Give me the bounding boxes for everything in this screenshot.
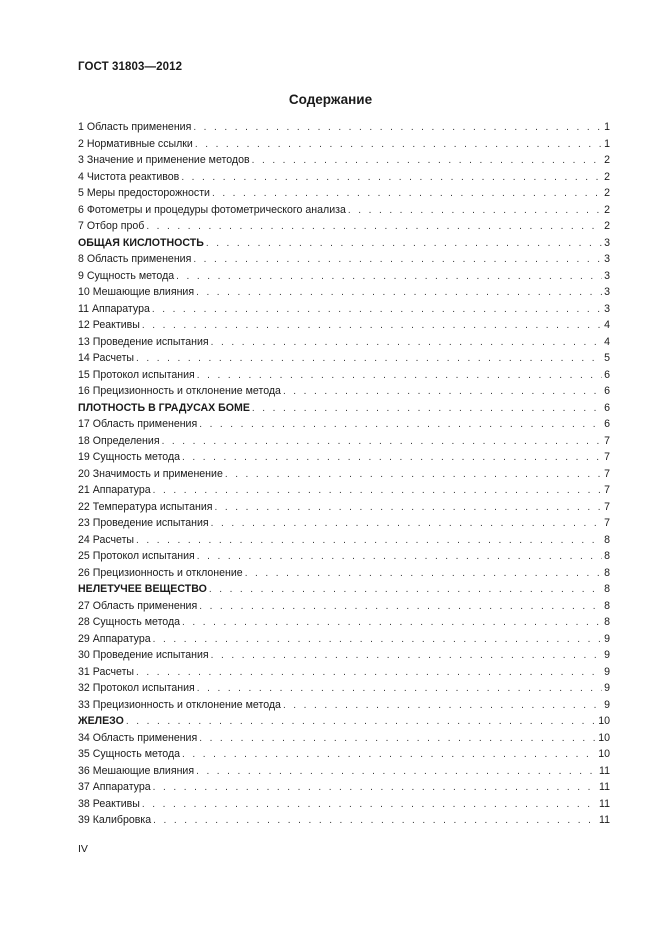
toc-dot-leader [153, 483, 602, 500]
toc-entry-label: 30 Проведение испытания [78, 649, 209, 661]
toc-entry[interactable] [78, 565, 610, 582]
table-of-contents [78, 119, 610, 829]
toc-entry[interactable] [78, 680, 610, 697]
toc-dot-leader [211, 335, 602, 352]
toc-entry-label: 3 Значение и применение методов [78, 154, 250, 166]
toc-entry-page: 11 [599, 781, 610, 793]
toc-dot-leader [176, 269, 602, 286]
toc-entry[interactable] [78, 763, 610, 780]
toc-entry-label: 24 Расчеты [78, 533, 135, 546]
toc-dot-leader [197, 549, 602, 566]
toc-dot-leader [182, 450, 602, 467]
toc-dot-leader [211, 648, 602, 665]
toc-entry-page: 9 [604, 649, 610, 661]
toc-dot-leader [197, 681, 602, 698]
toc-dot-leader [182, 615, 602, 632]
toc-entry[interactable] [78, 185, 610, 202]
toc-dot-leader [153, 632, 602, 649]
toc-entry[interactable] [78, 268, 610, 285]
toc-entry-page: 8 [604, 583, 610, 595]
toc-entry-page: 10 [598, 731, 610, 744]
toc-entry-page: 1 [604, 137, 610, 150]
toc-dot-leader [209, 582, 602, 599]
toc-entry[interactable] [78, 812, 610, 829]
toc-entry[interactable] [78, 202, 610, 219]
toc-entry-label: 6 Фотометры и процедуры фотометрического анализа [78, 203, 346, 216]
toc-entry-page: 9 [604, 698, 610, 711]
toc-entry[interactable] [78, 301, 610, 318]
toc-dot-leader [199, 731, 596, 748]
toc-entry-page: 11 [599, 764, 610, 777]
toc-dot-leader [212, 186, 602, 203]
toc-entry-page: 9 [604, 632, 610, 645]
toc-dot-leader [162, 434, 603, 451]
toc-entry-page: 9 [604, 665, 610, 678]
toc-entry[interactable] [78, 449, 610, 466]
toc-dot-leader [215, 500, 603, 517]
toc-entry-label: 14 Расчеты [78, 352, 135, 364]
toc-entry[interactable] [78, 779, 610, 796]
toc-entry-page: 2 [604, 203, 610, 216]
toc-entry-label: 34 Область применения [78, 731, 198, 744]
toc-dot-leader [196, 764, 597, 781]
toc-entry-page: 7 [604, 517, 610, 529]
toc-entry[interactable] [78, 334, 610, 351]
toc-entry-label: 19 Сущность метода [78, 451, 181, 463]
toc-entry-page: 2 [604, 220, 610, 232]
toc-entry-label: 7 Отбор проб [78, 220, 145, 232]
toc-entry-label: 33 Прецизионность и отклонение метода [78, 698, 281, 711]
toc-entry-page: 7 [604, 451, 610, 463]
toc-entry[interactable] [78, 499, 610, 516]
toc-entry-label: 13 Проведение испытания [78, 335, 209, 348]
toc-entry[interactable] [78, 598, 610, 615]
toc-entry-page: 6 [604, 385, 610, 397]
toc-entry-label: 39 Калибровка [78, 814, 152, 826]
toc-entry[interactable] [78, 169, 610, 186]
toc-entry-label: 35 Сущность метода [78, 748, 181, 760]
document-header: ГОСТ 31803—2012 [78, 61, 183, 73]
toc-dot-leader [199, 599, 602, 616]
toc-entry-page: 7 [604, 434, 610, 447]
toc-entry[interactable] [78, 466, 610, 483]
toc-dot-leader [136, 665, 602, 682]
toc-entry-page: 11 [599, 814, 610, 826]
toc-entry-page: 2 [604, 170, 610, 183]
toc-section-heading[interactable] [78, 581, 610, 598]
toc-entry-label: 31 Расчеты [78, 665, 135, 678]
toc-entry-label: 37 Аппаратура [78, 781, 151, 793]
toc-dot-leader [136, 351, 602, 368]
toc-entry-label: НЕЛЕТУЧЕЕ ВЕЩЕСТВО [78, 583, 207, 595]
toc-entry[interactable] [78, 433, 610, 450]
toc-entry[interactable] [78, 317, 610, 334]
toc-entry[interactable] [78, 152, 610, 169]
toc-dot-leader [206, 236, 602, 253]
toc-entry-label: 10 Мешающие влияния [78, 286, 195, 298]
toc-dot-leader [211, 516, 602, 533]
toc-dot-leader [225, 467, 602, 484]
toc-entry[interactable] [78, 697, 610, 714]
toc-entry-page: 2 [604, 187, 610, 199]
toc-entry-page: 3 [604, 236, 610, 249]
toc-entry[interactable] [78, 746, 610, 763]
toc-dot-leader [136, 533, 602, 550]
toc-dot-leader [193, 252, 602, 269]
toc-entry[interactable] [78, 796, 610, 813]
toc-section-heading[interactable] [78, 713, 610, 730]
toc-entry[interactable] [78, 532, 610, 549]
toc-entry-label: 18 Определения [78, 434, 160, 447]
toc-dot-leader [193, 120, 602, 137]
toc-entry-label: 38 Реактивы [78, 797, 140, 810]
toc-entry[interactable] [78, 367, 610, 384]
page-number: IV [78, 843, 88, 855]
toc-entry-label: 9 Сущность метода [78, 269, 175, 282]
toc-entry-label: ПЛОТНОСТЬ В ГРАДУСАХ БОМЕ [78, 401, 250, 414]
toc-entry[interactable] [78, 350, 610, 367]
toc-entry-page: 11 [599, 797, 610, 810]
toc-dot-leader [252, 401, 602, 418]
toc-entry-label: 12 Реактивы [78, 319, 140, 331]
toc-entry[interactable] [78, 515, 610, 532]
toc-dot-leader [196, 285, 602, 302]
toc-entry-label: 21 Аппаратура [78, 484, 151, 496]
toc-entry-page: 6 [604, 368, 610, 381]
toc-entry-page: 1 [604, 121, 610, 133]
toc-section-heading[interactable] [78, 235, 610, 252]
toc-entry-label: ЖЕЛЕЗО [78, 715, 124, 727]
toc-entry-label: 11 Аппаратура [78, 302, 150, 315]
toc-entry-page: 3 [604, 253, 610, 265]
toc-entry-label: 15 Протокол испытания [78, 368, 195, 381]
toc-entry[interactable] [78, 614, 610, 631]
toc-dot-leader [152, 302, 602, 319]
toc-entry-label: 26 Прецизионность и отклонение [78, 566, 243, 579]
toc-entry-page: 4 [604, 319, 610, 331]
toc-entry-page: 3 [604, 302, 610, 315]
toc-dot-leader [199, 417, 602, 434]
toc-entry[interactable] [78, 416, 610, 433]
toc-entry[interactable] [78, 730, 610, 747]
toc-dot-leader [182, 747, 596, 764]
toc-entry[interactable] [78, 218, 610, 235]
toc-entry-page: 6 [604, 401, 610, 414]
toc-dot-leader [153, 780, 597, 797]
toc-dot-leader [142, 318, 602, 335]
toc-entry[interactable] [78, 136, 610, 153]
toc-entry-label: 20 Значимость и применение [78, 467, 223, 480]
toc-entry-label: 28 Сущность метода [78, 616, 181, 628]
toc-entry[interactable] [78, 548, 610, 565]
toc-entry-label: 2 Нормативные ссылки [78, 137, 193, 150]
toc-dot-leader [126, 714, 596, 731]
toc-entry-label: 29 Аппаратура [78, 632, 151, 645]
toc-entry-page: 8 [604, 533, 610, 546]
toc-entry-page: 8 [604, 566, 610, 579]
toc-dot-leader [181, 170, 602, 187]
toc-dot-leader [252, 153, 602, 170]
toc-entry-label: 5 Меры предосторожности [78, 187, 210, 199]
toc-entry-label: 25 Протокол испытания [78, 550, 195, 562]
toc-entry-page: 9 [604, 682, 610, 694]
toc-entry[interactable] [78, 647, 610, 664]
toc-entry[interactable] [78, 482, 610, 499]
toc-entry[interactable] [78, 119, 610, 136]
toc-dot-leader [142, 797, 597, 814]
toc-entry-page: 3 [604, 286, 610, 298]
toc-entry-page: 7 [604, 467, 610, 480]
toc-dot-leader [195, 137, 602, 154]
toc-entry-page: 10 [598, 748, 610, 760]
toc-entry-label: 17 Область применения [78, 418, 198, 430]
toc-entry-label: 32 Протокол испытания [78, 682, 195, 694]
toc-entry[interactable] [78, 284, 610, 301]
toc-entry-label: 36 Мешающие влияния [78, 764, 195, 777]
toc-entry-page: 8 [604, 599, 610, 612]
toc-entry[interactable] [78, 664, 610, 681]
toc-dot-leader [146, 219, 602, 236]
toc-entry-label: 16 Прецизионность и отклонение метода [78, 385, 281, 397]
toc-entry[interactable] [78, 251, 610, 268]
toc-section-heading[interactable] [78, 400, 610, 417]
toc-entry-label: 22 Температура испытания [78, 500, 213, 513]
toc-dot-leader [283, 698, 602, 715]
toc-entry-label: 23 Проведение испытания [78, 517, 209, 529]
toc-title: Содержание [288, 92, 373, 107]
toc-dot-leader [348, 203, 602, 220]
toc-entry-page: 6 [604, 418, 610, 430]
toc-entry-label: 4 Чистота реактивов [78, 170, 180, 183]
toc-entry-page: 5 [604, 352, 610, 364]
toc-dot-leader [153, 813, 597, 830]
toc-entry-page: 7 [604, 484, 610, 496]
toc-entry-page: 3 [604, 269, 610, 282]
toc-dot-leader [197, 368, 602, 385]
toc-dot-leader [245, 566, 602, 583]
toc-entry[interactable] [78, 383, 610, 400]
toc-entry-label: 27 Область применения [78, 599, 198, 612]
toc-dot-leader [283, 384, 602, 401]
toc-entry-label: 8 Область применения [78, 253, 192, 265]
toc-entry-page: 2 [604, 154, 610, 166]
toc-entry-page: 8 [604, 550, 610, 562]
toc-entry-label: 1 Область применения [78, 121, 192, 133]
toc-entry[interactable] [78, 631, 610, 648]
toc-entry-page: 7 [604, 500, 610, 513]
toc-entry-page: 4 [604, 335, 610, 348]
toc-entry-page: 8 [604, 616, 610, 628]
toc-entry-page: 10 [598, 715, 610, 727]
toc-entry-label: ОБЩАЯ КИСЛОТНОСТЬ [78, 236, 204, 249]
